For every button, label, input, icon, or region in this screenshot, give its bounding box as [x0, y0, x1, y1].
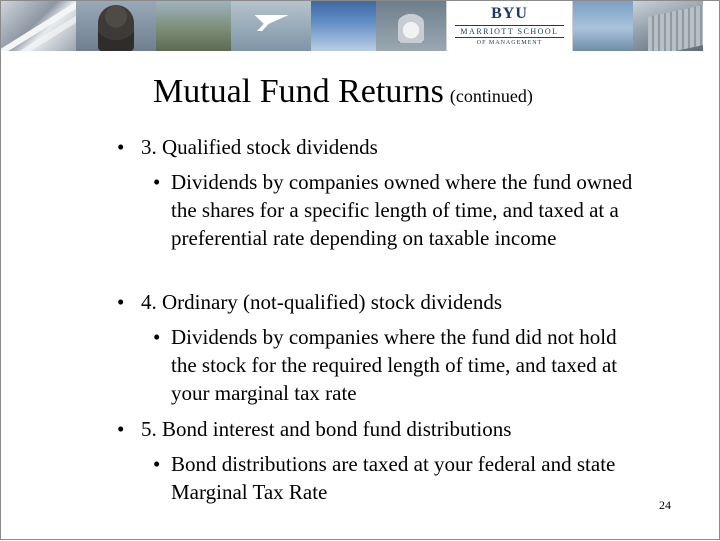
bullet-item — [117, 133, 378, 161]
bullet-dot-icon: • — [153, 325, 161, 349]
bullet-item — [117, 415, 511, 443]
sub-bullet-text: Dividends by companies owned where the fund owned the shares for a specific length of time, and taxed at a preferential rate depending on taxable income — [171, 170, 633, 250]
bullet-dot-icon: • — [153, 170, 161, 194]
sub-bullet-item — [153, 323, 673, 407]
bullet-dot-icon: • — [153, 452, 161, 476]
title-subtitle: (continued) — [449, 86, 533, 106]
sub-bullet-item — [153, 168, 673, 252]
logo-school-text: MARRIOTT SCHOOL — [455, 25, 564, 38]
bullet-dot-icon: • — [117, 290, 125, 314]
sub-bullet-item — [153, 450, 673, 506]
logo-byu-text: BYU — [491, 5, 528, 22]
logo-sub-text: OF MANAGEMENT — [476, 40, 543, 46]
title-main: Mutual Fund Returns — [153, 73, 444, 110]
sub-bullet-text: Bond distributions are taxed at your federal and state Marginal Tax Rate — [171, 452, 616, 504]
bullet-dot-icon: • — [117, 417, 125, 441]
page-number: 24 — [659, 498, 671, 512]
bullet-list — [1, 1, 720, 541]
bullet-text: 4. Ordinary (not-qualified) stock dividends — [141, 290, 502, 314]
sub-bullet-text: Dividends by companies where the fund did not hold the stock for the required length of time, and taxed at your marginal tax rate — [171, 325, 618, 405]
bullet-text: 3. Qualified stock dividends — [141, 135, 378, 159]
bullet-dot-icon: • — [117, 135, 125, 159]
bullet-item — [117, 288, 502, 316]
bullet-text: 5. Bond interest and bond fund distributions — [141, 417, 512, 441]
